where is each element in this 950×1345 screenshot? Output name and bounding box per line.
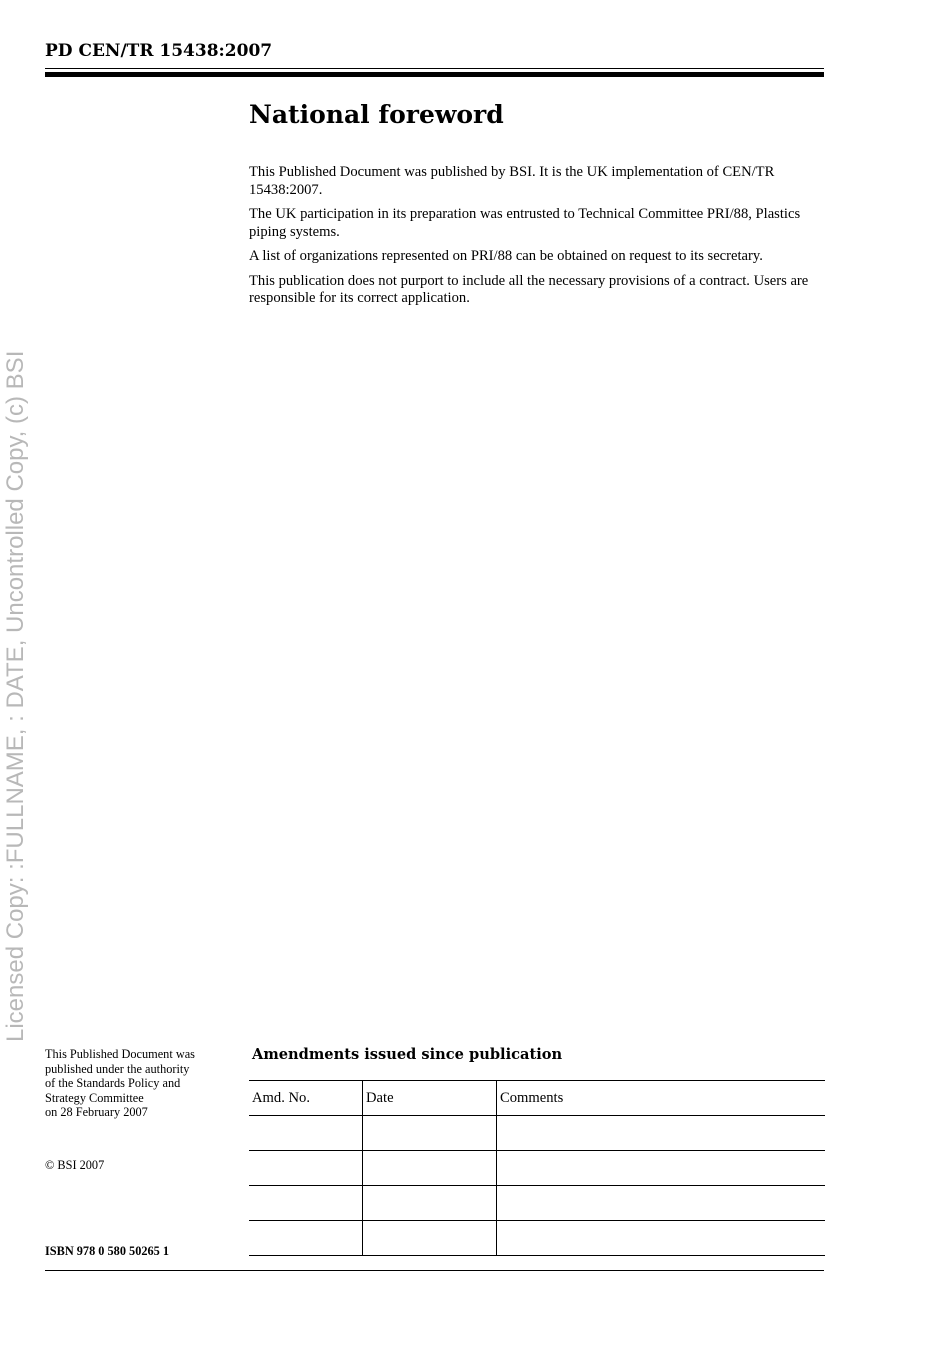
table-cell <box>249 1186 363 1221</box>
column-header-comments: Comments <box>497 1081 826 1116</box>
amendments-title: Amendments issued since publication <box>252 1046 563 1063</box>
table-header-row <box>249 1081 825 1116</box>
foreword-paragraph: A list of organizations represented on PRI/88 can be obtained on request to its secretary. <box>249 248 763 264</box>
isbn: ISBN 978 0 580 50265 1 <box>45 1244 170 1258</box>
table-cell <box>363 1116 497 1151</box>
page-title: National foreword <box>249 100 504 129</box>
note-line: Strategy Committee <box>45 1090 144 1105</box>
note-line: This Published Document was <box>45 1047 195 1061</box>
header-rule-thick <box>45 72 824 77</box>
foreword-paragraph: This publication does not purport to include all the necessary provisions of a contract. Users are responsible for its correct application. <box>249 272 809 306</box>
column-header-amd-no: Amd. No. <box>249 1081 363 1116</box>
table-cell <box>497 1151 826 1186</box>
table-row <box>249 1186 825 1221</box>
foreword-paragraph: This Published Document was published by BSI. It is the UK implementation of CEN/TR 15438:2007. <box>249 164 775 198</box>
amendments-table <box>249 1080 825 1256</box>
note-line: published under the authority <box>45 1061 190 1076</box>
table-cell <box>249 1116 363 1151</box>
note-line: of the Standards Policy and <box>45 1076 181 1091</box>
note-line: on 28 February 2007 <box>45 1105 148 1120</box>
document-id: PD CEN/TR 15438:2007 <box>45 41 273 61</box>
table-row <box>249 1116 825 1151</box>
foreword-paragraph: The UK participation in its preparation was entrusted to Technical Committee PRI/88, Plastics piping systems. <box>249 206 801 240</box>
table-row <box>249 1221 825 1256</box>
table-cell <box>363 1151 497 1186</box>
copyright-notice: © BSI 2007 <box>45 1158 105 1172</box>
table-cell <box>363 1186 497 1221</box>
table-cell <box>249 1221 363 1256</box>
header-rule-thin <box>45 68 824 69</box>
license-watermark: Licensed Copy: :FULLNAME, : DATE, Uncontrolled Copy, (c) BSI <box>2 350 29 1042</box>
publication-authority-note <box>45 1047 240 1120</box>
table-cell <box>249 1151 363 1186</box>
footer-rule <box>45 1270 824 1271</box>
foreword-body <box>249 164 824 315</box>
table-cell <box>497 1186 826 1221</box>
table-cell <box>363 1221 497 1256</box>
table-cell <box>497 1221 826 1256</box>
column-header-date: Date <box>363 1081 497 1116</box>
table-row <box>249 1151 825 1186</box>
table-cell <box>497 1116 826 1151</box>
